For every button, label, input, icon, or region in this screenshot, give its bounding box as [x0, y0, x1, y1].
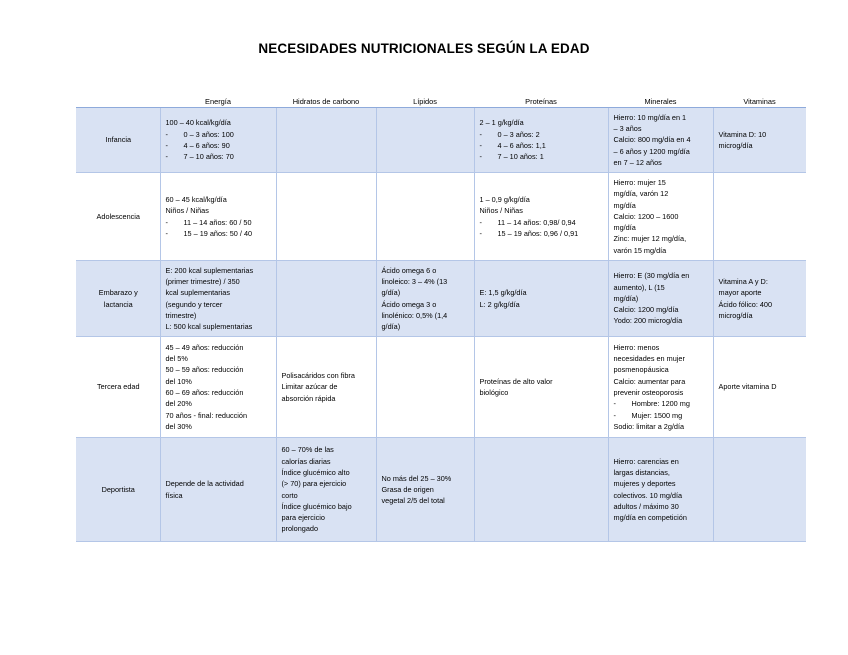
header-row [76, 94, 806, 108]
cell-deportista-lipidos: No más del 25 – 30% Grasa de origen vegetal 2/5 del total [376, 438, 474, 542]
row-label-tercera-edad: Tercera edad [76, 337, 160, 438]
cell-deportista-minerales: Hierro: carencias en largas distancias, mujeres y deportes colectivos. 10 mg/día adultos / máximo 30 mg/día en competición [608, 438, 713, 542]
column-header-vitaminas: Vitaminas [713, 94, 806, 108]
row-label-infancia: Infancia [76, 108, 160, 173]
column-header-age [76, 94, 160, 108]
cell-embarazo-hidratos [276, 261, 376, 337]
column-header-lipidos: Lípidos [376, 94, 474, 108]
cell-deportista-energia: Depende de la actividad física [160, 438, 276, 542]
cell-infancia-vitaminas: Vitamina D: 10 microg/día [713, 108, 806, 173]
cell-embarazo-energia: E: 200 kcal suplementarias (primer trimestre) / 350 kcal suplementarias (segundo y tercer trimestre) L: 500 kcal suplementarias [160, 261, 276, 337]
cell-infancia-hidratos [276, 108, 376, 173]
cell-tercera-edad-minerales: Hierro: menos necesidades en mujer posmenopáusica Calcio: aumentar para prevenir osteoporosis - Hombre: 1200 mg - Mujer: 1500 mg Sodio: limitar a 2g/día [608, 337, 713, 438]
column-header-energia: Energía [160, 94, 276, 108]
nutrition-table [76, 94, 806, 542]
cell-embarazo-lipidos: Ácido omega 6 o linoleico: 3 – 4% (13 g/día) Ácido omega 3 o linolénico: 0,5% (1,4 g/día) [376, 261, 474, 337]
table-row-tercera-edad [76, 337, 806, 438]
table-row-deportista [76, 438, 806, 542]
cell-adolescencia-lipidos [376, 173, 474, 261]
table-row-infancia [76, 108, 806, 173]
cell-deportista-proteinas [474, 438, 608, 542]
column-header-minerales: Minerales [608, 94, 713, 108]
cell-embarazo-vitaminas: Vitamina A y D: mayor aporte Ácido fólico: 400 microg/día [713, 261, 806, 337]
column-header-hidratos: Hidratos de carbono [276, 94, 376, 108]
cell-infancia-proteinas: 2 – 1 g/kg/día - 0 – 3 años: 2 - 4 – 6 años: 1,1 - 7 – 10 años: 1 [474, 108, 608, 173]
table-row-adolescencia [76, 173, 806, 261]
cell-adolescencia-minerales: Hierro: mujer 15 mg/día, varón 12 mg/día Calcio: 1200 – 1600 mg/día Zinc: mujer 12 mg/día, varón 15 mg/día [608, 173, 713, 261]
cell-adolescencia-energia: 60 – 45 kcal/kg/día Niños / Niñas - 11 – 14 años: 60 / 50 - 15 – 19 años: 50 / 40 [160, 173, 276, 261]
cell-embarazo-minerales: Hierro: E (30 mg/día en aumento), L (15 mg/día) Calcio: 1200 mg/día Yodo: 200 microg/día [608, 261, 713, 337]
cell-tercera-edad-hidratos: Polisacáridos con fibra Limitar azúcar de absorción rápida [276, 337, 376, 438]
row-label-adolescencia: Adolescencia [76, 173, 160, 261]
cell-infancia-lipidos [376, 108, 474, 173]
cell-adolescencia-vitaminas [713, 173, 806, 261]
cell-tercera-edad-lipidos [376, 337, 474, 438]
cell-infancia-minerales: Hierro: 10 mg/día en 1 – 3 años Calcio: 800 mg/día en 4 – 6 años y 1200 mg/día en 7 – 12 años [608, 108, 713, 173]
row-label-deportista: Deportista [76, 438, 160, 542]
cell-infancia-energia: 100 – 40 kcal/kg/día - 0 – 3 años: 100 - 4 – 6 años: 90 - 7 – 10 años: 70 [160, 108, 276, 173]
row-label-embarazo: Embarazo y lactancia [76, 261, 160, 337]
cell-embarazo-proteinas: E: 1,5 g/kg/día L: 2 g/kg/día [474, 261, 608, 337]
cell-deportista-hidratos: 60 – 70% de las calorías diarias Índice glucémico alto (> 70) para ejercicio corto Índice glucémico bajo para ejercicio prolongado [276, 438, 376, 542]
column-header-proteinas: Proteínas [474, 94, 608, 108]
cell-adolescencia-hidratos [276, 173, 376, 261]
cell-tercera-edad-proteinas: Proteínas de alto valor biológico [474, 337, 608, 438]
cell-tercera-edad-vitaminas: Aporte vitamina D [713, 337, 806, 438]
table-row-embarazo [76, 261, 806, 337]
cell-deportista-vitaminas [713, 438, 806, 542]
cell-adolescencia-proteinas: 1 – 0,9 g/kg/día Niños / Niñas - 11 – 14 años: 0,98/ 0,94 - 15 – 19 años: 0,96 / 0,91 [474, 173, 608, 261]
page-title: NECESIDADES NUTRICIONALES SEGÚN LA EDAD [258, 41, 590, 56]
cell-tercera-edad-energia: 45 – 49 años: reducción del 5% 50 – 59 años: reducción del 10% 60 – 69 años: reducción del 20% 70 años - final: reducción del 30% [160, 337, 276, 438]
